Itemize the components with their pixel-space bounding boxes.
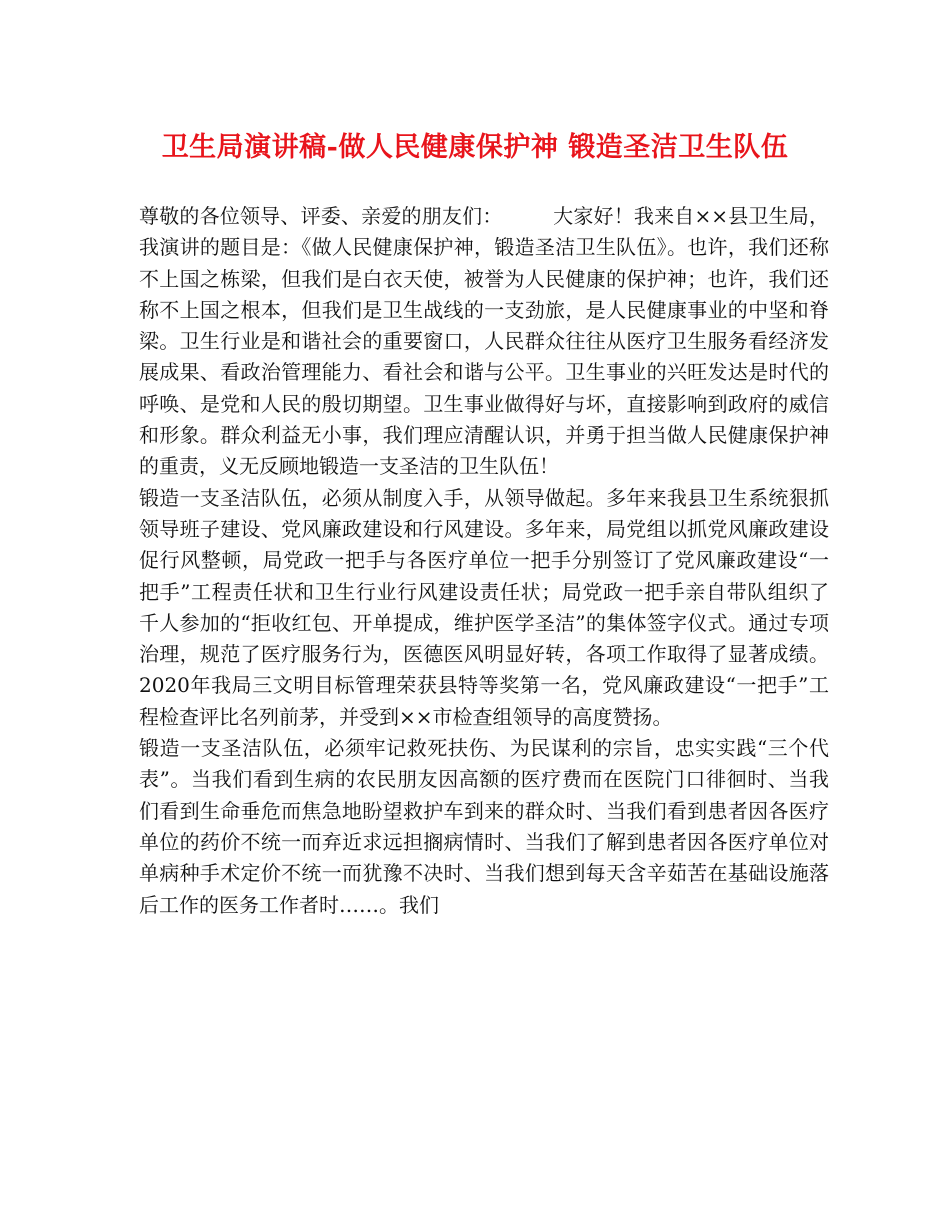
paragraph-3: 锻造一支圣洁队伍，必须牢记救死扶伤、为民谋利的宗旨，忠实实践“三个代表”。当我们看到生病的农民朋友因高额的医疗费而在医院门口徘徊时、当我们看到生命垂危而焦急地盼望救护车到来的群众时、当我们看到患者因各医疗单位的药价不统一而弃近求远担搁病情时、当我们了解到患者因各医疗单位对单病种手术定价不统一而犹豫不决时、当我们想到每天含辛茹苦在基础设施落后工作的医务工作者时……。我们 bbox=[139, 736, 829, 917]
paragraph-1: 尊敬的各位领导、评委、亲爱的朋友们： 大家好！我来自××县卫生局，我演讲的题目是：《做人民健康保护神，锻造圣洁卫生队伍》。也许，我们还称不上国之栋梁，但我们是白衣天使，被誉为人民健康的保护神；也许，我们还称不上国之根本，但我们是卫生战线的一支劲旅，是人民健康事业的中坚和脊梁。卫生行业是和谐社会的重要窗口，人民群众往往从医疗卫生服务看经济发展成果、看政治管理能力、看社会和谐与公平。卫生事业的兴旺发达是时代的呼唤、是党和人民的殷切期望。卫生事业做得好与坏，直接影响到政府的威信和形象。群众利益无小事，我们理应清醒认识，并勇于担当做人民健康保护神的重责，义无反顾地锻造一支圣洁的卫生队伍！ bbox=[139, 204, 829, 479]
document-title: 卫生局演讲稿-做人民健康保护神 锻造圣洁卫生队伍 bbox=[161, 132, 789, 163]
paragraph-2: 锻造一支圣洁队伍，必须从制度入手，从领导做起。多年来我县卫生系统狠抓领导班子建设、党风廉政建设和行风建设。多年来，局党组以抓党风廉政建设促行风整顿，局党政一把手与各医疗单位一把手分别签订了党风廉政建设“一把手”工程责任状和卫生行业行风建设责任状；局党政一把手亲自带队组织了千人参加的“拒收红包、开单提成，维护医学圣洁”的集体签字仪式。通过专项治理，规范了医疗服务行为，医德医风明显好转，各项工作取得了显著成绩。2020年我局三文明目标管理荣获县特等奖第一名，党风廉政建设“一把手”工程检查评比名列前茅，并受到××市检查组领导的高度赞扬。 bbox=[139, 485, 829, 729]
document-body bbox=[139, 201, 829, 921]
